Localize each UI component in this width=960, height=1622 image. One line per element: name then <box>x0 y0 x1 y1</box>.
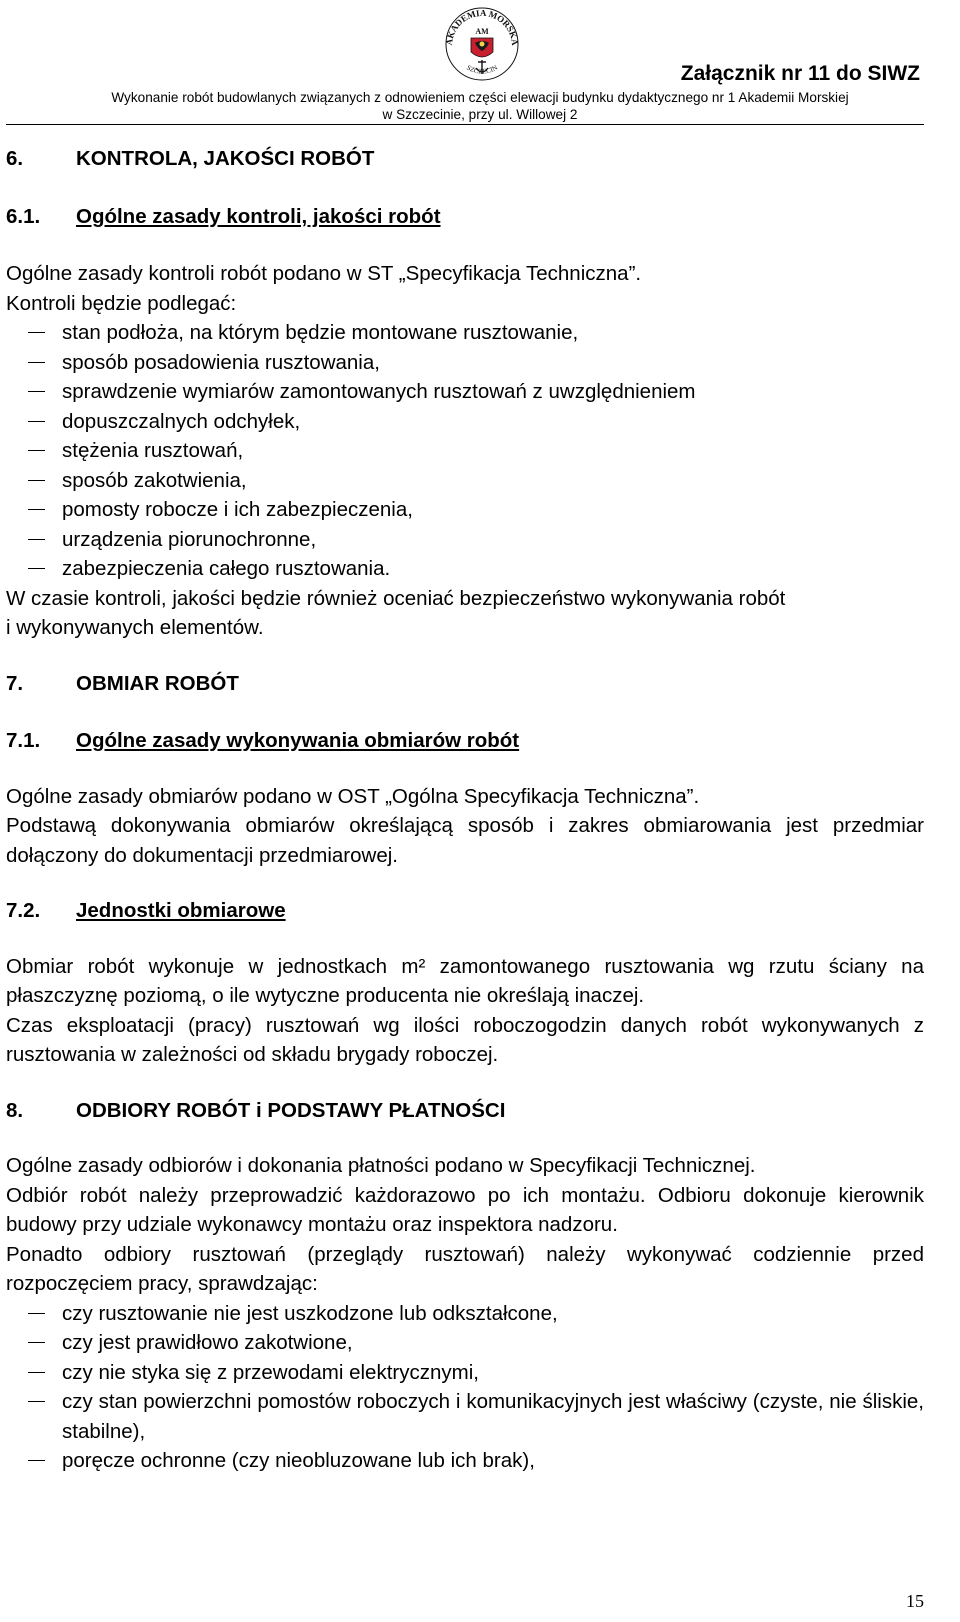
page-header <box>0 0 960 124</box>
paragraph: Ponadto odbiory rusztowań (przeglądy rusztowań) należy wykonywać codziennie przed rozpoczęciem pracy, sprawdzając: <box>6 1242 924 1295</box>
dash-bullet-icon <box>6 1299 62 1328</box>
dash-bullet-icon <box>6 495 62 524</box>
project-title: Wykonanie robót budowlanych związanych z odnowieniem części elewacji budynku dydaktycznego nr 1 Akademii Morskiej <box>111 90 849 105</box>
paragraph: Obmiar robót wykonuje w jednostkach m² zamontowanego rusztowania wg rzutu ściany na płaszczyznę poziomą, o ile wytyczne producenta nie określają inaczej. <box>6 954 924 1007</box>
list-item: czy stan powierzchni pomostów roboczych i komunikacyjnych jest właściwy (czyste, nie śliskie, stabilne), <box>6 1387 924 1446</box>
paragraph: Podstawą dokonywania obmiarów określającą sposób i zakres obmiarowania jest przedmiar dołączony do dokumentacji przedmiarowej. <box>6 814 924 867</box>
dash-bullet-icon <box>6 377 62 406</box>
paragraph: Ogólne zasady obmiarów podano w OST „Ogólna Specyfikacja Techniczna”. <box>6 784 700 808</box>
section-6-1-heading <box>6 202 924 232</box>
section-number: 7.2. <box>6 899 41 922</box>
section-number: 8. <box>6 1098 24 1122</box>
dash-bullet-icon <box>6 554 62 583</box>
list-item: urządzenia piorunochronne, <box>6 525 924 555</box>
dash-bullet-icon <box>6 1328 62 1357</box>
paragraph: Ogólne zasady odbiorów i dokonania płatności podano w Specyfikacji Technicznej. <box>6 1154 756 1177</box>
section-title: KONTROLA, JAKOŚCI ROBÓT <box>76 147 375 170</box>
section-title: OBMIAR ROBÓT <box>76 671 239 695</box>
section-number: 6.1. <box>6 204 41 228</box>
section-title: Jednostki obmiarowe <box>76 899 286 922</box>
section-7-1-heading <box>6 726 924 756</box>
dash-bullet-icon <box>6 1446 62 1475</box>
list-item: sposób zakotwienia, <box>6 466 924 496</box>
document-body <box>6 144 924 1476</box>
control-checklist <box>6 318 924 584</box>
inspection-checklist <box>6 1299 924 1476</box>
dash-bullet-icon <box>6 348 62 377</box>
dash-bullet-icon <box>6 407 62 436</box>
list-item: sposób posadowienia rusztowania, <box>6 348 924 378</box>
section-number: 7. <box>6 671 24 695</box>
section-title: Ogólne zasady kontroli, jakości robót <box>76 204 441 228</box>
section-number: 7.1. <box>6 729 41 752</box>
list-item: czy jest prawidłowo zakotwione, <box>6 1328 924 1358</box>
list-item: czy rusztowanie nie jest uszkodzone lub odkształcone, <box>6 1299 924 1329</box>
list-item: zabezpieczenia całego rusztowania. <box>6 554 924 584</box>
list-item: sprawdzenie wymiarów zamontowanych rusztowań z uwzględnieniem <box>6 377 924 407</box>
section-title: Ogólne zasady wykonywania obmiarów robót <box>76 729 520 752</box>
list-item: poręcze ochronne (czy nieobluzowane lub ich brak), <box>6 1446 924 1476</box>
svg-text:AM: AM <box>475 27 489 36</box>
svg-text:SZCZECIN: SZCZECIN <box>465 63 499 76</box>
paragraph: Czas eksploatacji (pracy) rusztowań wg ilości roboczogodzin danych robót wykonywanych z rusztowania w zależności od składu brygady roboczej. <box>6 1013 924 1066</box>
list-item: stężenia rusztowań, <box>6 436 924 466</box>
paragraph: i wykonywanych elementów. <box>6 616 264 639</box>
header-rule <box>6 124 924 125</box>
list-item: dopuszczalnych odchyłek, <box>6 407 924 437</box>
paragraph: Ogólne zasady kontroli robót podano w ST „Specyfikacja Techniczna”. <box>6 262 642 285</box>
dash-bullet-icon <box>6 466 62 495</box>
page-number: 15 <box>906 1591 924 1611</box>
list-item: stan podłoża, na którym będzie montowane rusztowanie, <box>6 318 924 348</box>
annex-label: Załącznik nr 11 do SIWZ <box>680 62 920 85</box>
paragraph: Odbiór robót należy przeprowadzić każdorazowo po ich montażu. Odbioru dokonuje kierownik budowy przy udziale wykonawcy montażu oraz inspektora nadzoru. <box>6 1183 924 1236</box>
section-7-heading <box>6 669 924 699</box>
paragraph: W czasie kontroli, jakości będzie również oceniać bezpieczeństwo wykonywania robót <box>6 586 786 610</box>
list-item: pomosty robocze i ich zabezpieczenia, <box>6 495 924 525</box>
section-6-heading <box>6 144 924 174</box>
section-number: 6. <box>6 147 24 170</box>
svg-text:AKADEMIA MORSKA: AKADEMIA MORSKA <box>443 7 521 46</box>
maritime-academy-logo <box>442 2 522 82</box>
dash-bullet-icon <box>6 436 62 465</box>
list-item: czy nie styka się z przewodami elektrycznymi, <box>6 1358 924 1388</box>
dash-bullet-icon <box>6 525 62 554</box>
section-8-heading <box>6 1096 924 1126</box>
project-address: w Szczecinie, przy ul. Willowej 2 <box>382 107 578 122</box>
dash-bullet-icon <box>6 318 62 347</box>
section-title: ODBIORY ROBÓT i PODSTAWY PŁATNOŚCI <box>76 1098 506 1122</box>
dash-bullet-icon <box>6 1358 62 1387</box>
section-7-2-heading <box>6 896 924 926</box>
dash-bullet-icon <box>6 1387 62 1416</box>
paragraph: Kontroli będzie podlegać: <box>6 291 237 315</box>
